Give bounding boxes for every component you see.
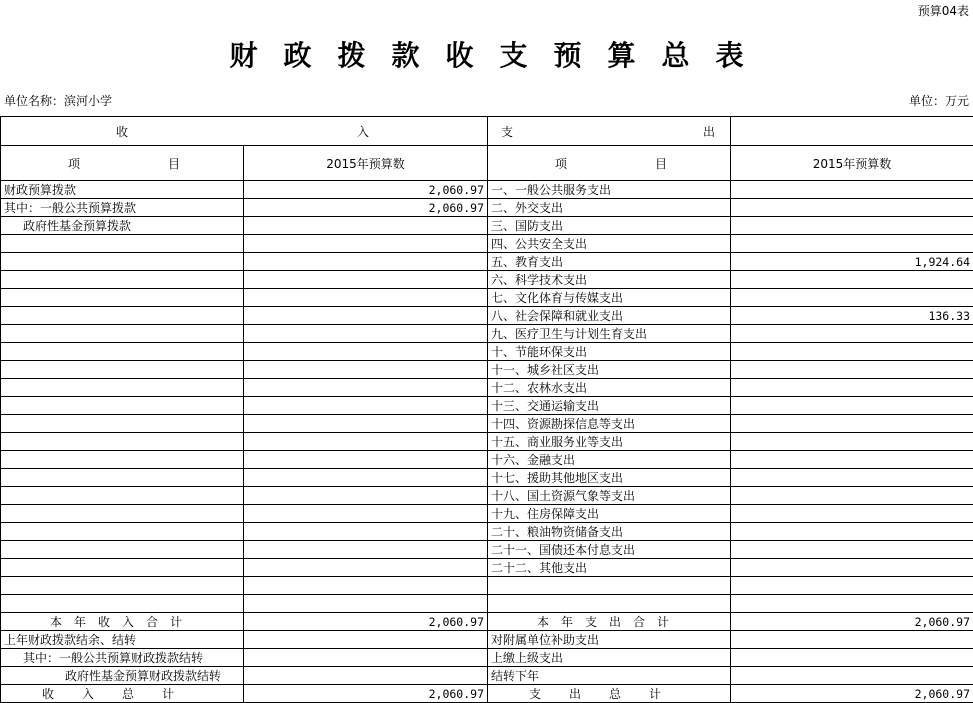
income-item: [1, 469, 244, 487]
income-amount: [244, 505, 488, 523]
table-row: [1, 379, 973, 397]
carry-income-item: 政府性基金预算财政拨款结转: [1, 667, 244, 685]
income-item: 其中：一般公共预算拨款: [1, 199, 244, 217]
blank-cell: [488, 595, 731, 613]
income-item: [1, 451, 244, 469]
expense-item: 三、国防支出: [488, 217, 731, 235]
expense-amount: [731, 505, 973, 523]
expense-item: 十五、商业服务业等支出: [488, 433, 731, 451]
carry-row: [1, 649, 973, 667]
income-item-header: [1, 146, 244, 181]
income-item: [1, 253, 244, 271]
table-row: [1, 307, 973, 325]
income-header-right: 入: [357, 123, 369, 140]
form-code: 预算04表: [918, 2, 969, 19]
blank-cell: [1, 577, 244, 595]
expense-item: 一、一般公共服务支出: [488, 181, 731, 199]
table-row: [1, 289, 973, 307]
expense-item: 五、教育支出: [488, 253, 731, 271]
income-item: [1, 379, 244, 397]
item-label-left: 项: [555, 155, 567, 172]
income-amount: 2,060.97: [244, 199, 488, 217]
table-row: [1, 343, 973, 361]
expense-amount: [731, 343, 973, 361]
blank-cell: [731, 595, 973, 613]
expense-amount: [731, 433, 973, 451]
blank-cell: [244, 577, 488, 595]
income-item: [1, 415, 244, 433]
expense-amount: [731, 325, 973, 343]
expense-amount: [731, 469, 973, 487]
currency-unit: 单位：万元: [909, 92, 969, 109]
expense-header: [488, 117, 731, 146]
table-row: [1, 361, 973, 379]
carry-row: [1, 667, 973, 685]
income-amount: [244, 523, 488, 541]
expense-item: 十、节能环保支出: [488, 343, 731, 361]
table-row: [1, 451, 973, 469]
income-header-left: 收: [116, 123, 128, 140]
income-amount: 2,060.97: [244, 181, 488, 199]
income-header: [1, 117, 488, 146]
carry-expense-amount: [731, 667, 973, 685]
table-row: [1, 199, 973, 217]
blank-cell: [731, 577, 973, 595]
income-item: [1, 325, 244, 343]
expense-total-amount: 2,060.97: [731, 685, 973, 703]
expense-item: 二十、粮油物资储备支出: [488, 523, 731, 541]
table-row: [1, 253, 973, 271]
carry-expense-amount: [731, 649, 973, 667]
expense-item: 十八、国土资源气象等支出: [488, 487, 731, 505]
carry-income-item: 其中：一般公共预算财政拨款结转: [1, 649, 244, 667]
income-item: 政府性基金预算拨款: [1, 217, 244, 235]
table-row: [1, 523, 973, 541]
expense-amount: [731, 487, 973, 505]
income-item: [1, 343, 244, 361]
table-row: [1, 235, 973, 253]
income-amount: [244, 379, 488, 397]
income-item: [1, 523, 244, 541]
table-row: [1, 325, 973, 343]
expense-item: 十四、资源勘探信息等支出: [488, 415, 731, 433]
expense-amount: [731, 271, 973, 289]
income-item: [1, 541, 244, 559]
expense-item: 十一、城乡社区支出: [488, 361, 731, 379]
expense-item: 七、文化体育与传媒支出: [488, 289, 731, 307]
table-row: [1, 559, 973, 577]
expense-item: 九、医疗卫生与计划生育支出: [488, 325, 731, 343]
unit-name: 单位名称：滨河小学: [4, 92, 112, 109]
income-total-amount: 2,060.97: [244, 685, 488, 703]
expense-total-label: 支出总计: [488, 685, 731, 703]
expense-amount: [731, 415, 973, 433]
expense-amount: [731, 451, 973, 469]
expense-budget-header: 2015年预算数: [731, 146, 973, 181]
expense-amount: [731, 559, 973, 577]
income-amount: [244, 325, 488, 343]
expense-item: 八、社会保障和就业支出: [488, 307, 731, 325]
expense-item: 二十一、国债还本付息支出: [488, 541, 731, 559]
income-total-label: 收入总计: [1, 685, 244, 703]
income-item: [1, 559, 244, 577]
income-amount: [244, 217, 488, 235]
carry-expense-item: 结转下年: [488, 667, 731, 685]
income-item: [1, 307, 244, 325]
table-row: [1, 217, 973, 235]
table-row: [1, 415, 973, 433]
income-item: [1, 397, 244, 415]
page-title: 财政拨款收支预算总表: [0, 34, 973, 74]
income-item: [1, 505, 244, 523]
income-amount: [244, 271, 488, 289]
expense-subtotal-label: 本年支出合计: [488, 613, 731, 631]
income-amount: [244, 289, 488, 307]
income-amount: [244, 487, 488, 505]
expense-item: 四、公共安全支出: [488, 235, 731, 253]
carry-row: [1, 631, 973, 649]
income-item: [1, 433, 244, 451]
income-item: [1, 271, 244, 289]
table-row: [1, 181, 973, 199]
expense-amount: 1,924.64: [731, 253, 973, 271]
item-label-left: 项: [68, 155, 80, 172]
income-amount: [244, 433, 488, 451]
income-amount: [244, 253, 488, 271]
carry-income-item: 上年财政拨款结余、结转: [1, 631, 244, 649]
expense-amount: [731, 523, 973, 541]
income-item: [1, 361, 244, 379]
income-item: [1, 289, 244, 307]
header-blank: [731, 117, 973, 146]
carry-expense-item: 上缴上级支出: [488, 649, 731, 667]
blank-row: [1, 595, 973, 613]
carry-expense-item: 对附属单位补助支出: [488, 631, 731, 649]
income-budget-header: 2015年预算数: [244, 146, 488, 181]
blank-cell: [244, 595, 488, 613]
blank-cell: [1, 595, 244, 613]
header-row-1: [1, 117, 973, 146]
expense-item: 二十二、其他支出: [488, 559, 731, 577]
expense-item: 十二、农林水支出: [488, 379, 731, 397]
income-item: [1, 487, 244, 505]
table-row: [1, 397, 973, 415]
income-amount: [244, 361, 488, 379]
income-item: [1, 235, 244, 253]
expense-amount: [731, 397, 973, 415]
income-item: 财政预算拨款: [1, 181, 244, 199]
expense-item: 十七、援助其他地区支出: [488, 469, 731, 487]
expense-item: 二、外交支出: [488, 199, 731, 217]
expense-amount: 136.33: [731, 307, 973, 325]
blank-row: [1, 577, 973, 595]
table-row: [1, 271, 973, 289]
subtotal-row: [1, 613, 973, 631]
income-amount: [244, 541, 488, 559]
header-row-2: [1, 146, 973, 181]
blank-cell: [488, 577, 731, 595]
expense-header-right: 出: [703, 123, 715, 140]
expense-header-left: 支: [501, 123, 513, 140]
table-row: [1, 541, 973, 559]
income-amount: [244, 235, 488, 253]
expense-item: 十三、交通运输支出: [488, 397, 731, 415]
carry-expense-amount: [731, 631, 973, 649]
expense-item: 十九、住房保障支出: [488, 505, 731, 523]
income-amount: [244, 307, 488, 325]
income-amount: [244, 559, 488, 577]
expense-amount: [731, 541, 973, 559]
expense-amount: [731, 361, 973, 379]
item-label-right: 目: [655, 155, 667, 172]
table-row: [1, 487, 973, 505]
item-label-right: 目: [168, 155, 180, 172]
income-subtotal-amount: 2,060.97: [244, 613, 488, 631]
table-row: [1, 433, 973, 451]
expense-subtotal-amount: 2,060.97: [731, 613, 973, 631]
income-amount: [244, 415, 488, 433]
expense-amount: [731, 199, 973, 217]
expense-amount: [731, 289, 973, 307]
carry-income-amount: [244, 649, 488, 667]
expense-amount: [731, 217, 973, 235]
carry-income-amount: [244, 631, 488, 649]
expense-item-header: [488, 146, 731, 181]
table-row: [1, 505, 973, 523]
table-row: [1, 469, 973, 487]
income-amount: [244, 343, 488, 361]
expense-item: 十六、金融支出: [488, 451, 731, 469]
total-row: [1, 685, 973, 703]
budget-table: [0, 116, 973, 703]
expense-amount: [731, 181, 973, 199]
expense-amount: [731, 379, 973, 397]
carry-income-amount: [244, 667, 488, 685]
income-amount: [244, 397, 488, 415]
expense-item: 六、科学技术支出: [488, 271, 731, 289]
income-amount: [244, 451, 488, 469]
income-amount: [244, 469, 488, 487]
income-subtotal-label: 本年收入合计: [1, 613, 244, 631]
expense-amount: [731, 235, 973, 253]
